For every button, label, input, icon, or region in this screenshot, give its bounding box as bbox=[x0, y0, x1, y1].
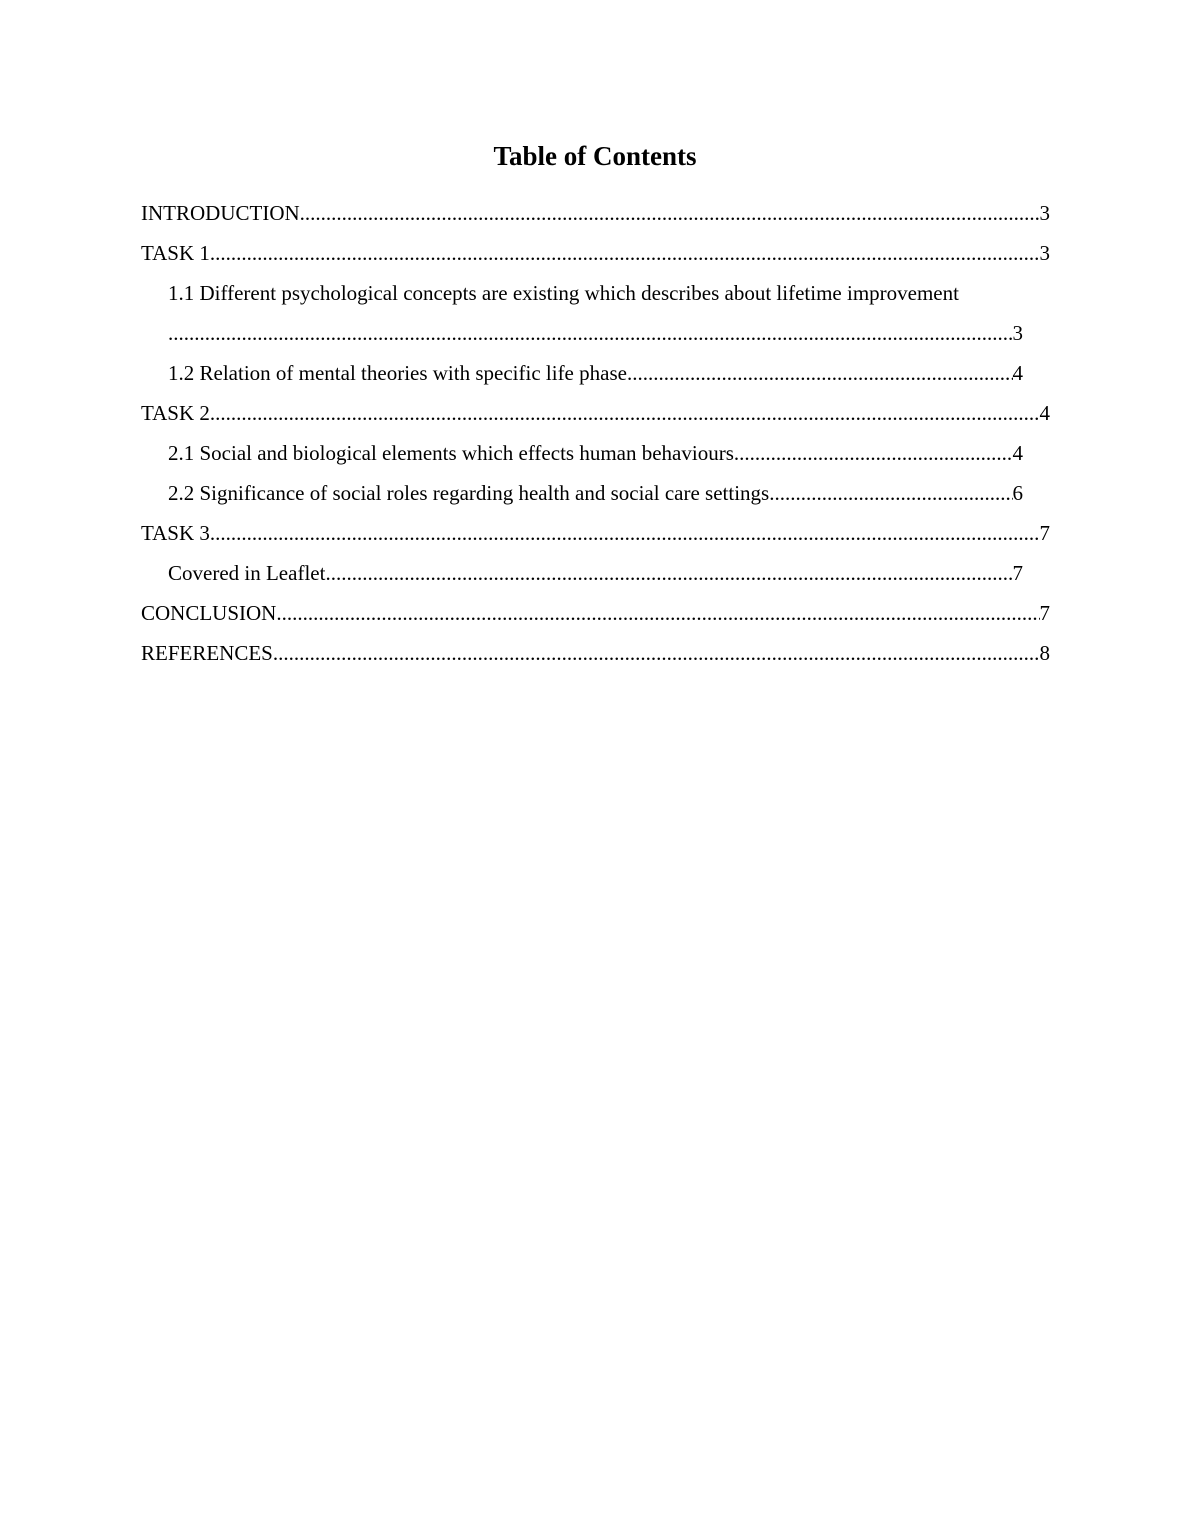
dot-leader bbox=[210, 516, 1040, 550]
toc-entry-task-1[interactable] bbox=[141, 236, 1050, 276]
toc-entry-page: 6 bbox=[1012, 481, 1023, 505]
toc-entry-text: 2.1 Social and biological elements which effects human behaviours bbox=[168, 441, 734, 465]
toc-entry-page: 4 bbox=[1012, 361, 1023, 385]
dot-leader bbox=[734, 436, 1013, 470]
toc-entry-2-1[interactable] bbox=[168, 436, 1023, 476]
toc-entry-page: 7 bbox=[1039, 601, 1050, 625]
toc-entry-page: 7 bbox=[1039, 521, 1050, 545]
toc-list bbox=[141, 196, 1050, 676]
toc-entry-text: REFERENCES bbox=[141, 641, 273, 665]
dot-leader bbox=[210, 396, 1040, 430]
toc-entry-page: 3 bbox=[1039, 241, 1050, 265]
toc-entry-page: 3 bbox=[1039, 201, 1050, 225]
dot-leader bbox=[210, 236, 1040, 270]
dot-leader bbox=[168, 316, 1013, 350]
toc-entry-text: 1.2 Relation of mental theories with specific life phase bbox=[168, 361, 627, 385]
dot-leader bbox=[769, 476, 1012, 510]
toc-entry-1-2[interactable] bbox=[168, 356, 1023, 396]
toc-entry-text: 1.1 Different psychological concepts are existing which describes about lifetime improvement bbox=[168, 281, 959, 305]
toc-entry-page: 8 bbox=[1039, 641, 1050, 665]
toc-entry-text: TASK 2 bbox=[141, 401, 210, 425]
toc-entry-1-1[interactable] bbox=[168, 276, 1023, 356]
toc-entry-text: CONCLUSION bbox=[141, 601, 277, 625]
toc-entry-conclusion[interactable] bbox=[141, 596, 1050, 636]
toc-entry-text: Covered in Leaflet bbox=[168, 561, 326, 585]
toc-entry-references[interactable] bbox=[141, 636, 1050, 676]
toc-title: Table of Contents bbox=[493, 141, 697, 171]
dot-leader bbox=[325, 556, 1012, 590]
toc-entry-task-2[interactable] bbox=[141, 396, 1050, 436]
dot-leader bbox=[273, 636, 1040, 670]
toc-entry-text: TASK 1 bbox=[141, 241, 210, 265]
toc-entry-page: 4 bbox=[1012, 441, 1023, 465]
toc-entry-page: 4 bbox=[1039, 401, 1050, 425]
toc-entry-covered-in-leaflet[interactable] bbox=[168, 556, 1023, 596]
toc-entry-task-3[interactable] bbox=[141, 516, 1050, 556]
toc-entry-page: 7 bbox=[1012, 561, 1023, 585]
toc-entry-text: INTRODUCTION bbox=[141, 201, 300, 225]
dot-leader bbox=[627, 356, 1013, 390]
toc-entry-text: 2.2 Significance of social roles regarding health and social care settings bbox=[168, 481, 770, 505]
dot-leader bbox=[300, 196, 1040, 230]
toc-entry-text: TASK 3 bbox=[141, 521, 210, 545]
dot-leader bbox=[276, 596, 1039, 630]
toc-entry-page: 3 bbox=[1012, 321, 1023, 345]
toc-entry-introduction[interactable] bbox=[141, 196, 1050, 236]
toc-entry-2-2[interactable] bbox=[168, 476, 1023, 516]
